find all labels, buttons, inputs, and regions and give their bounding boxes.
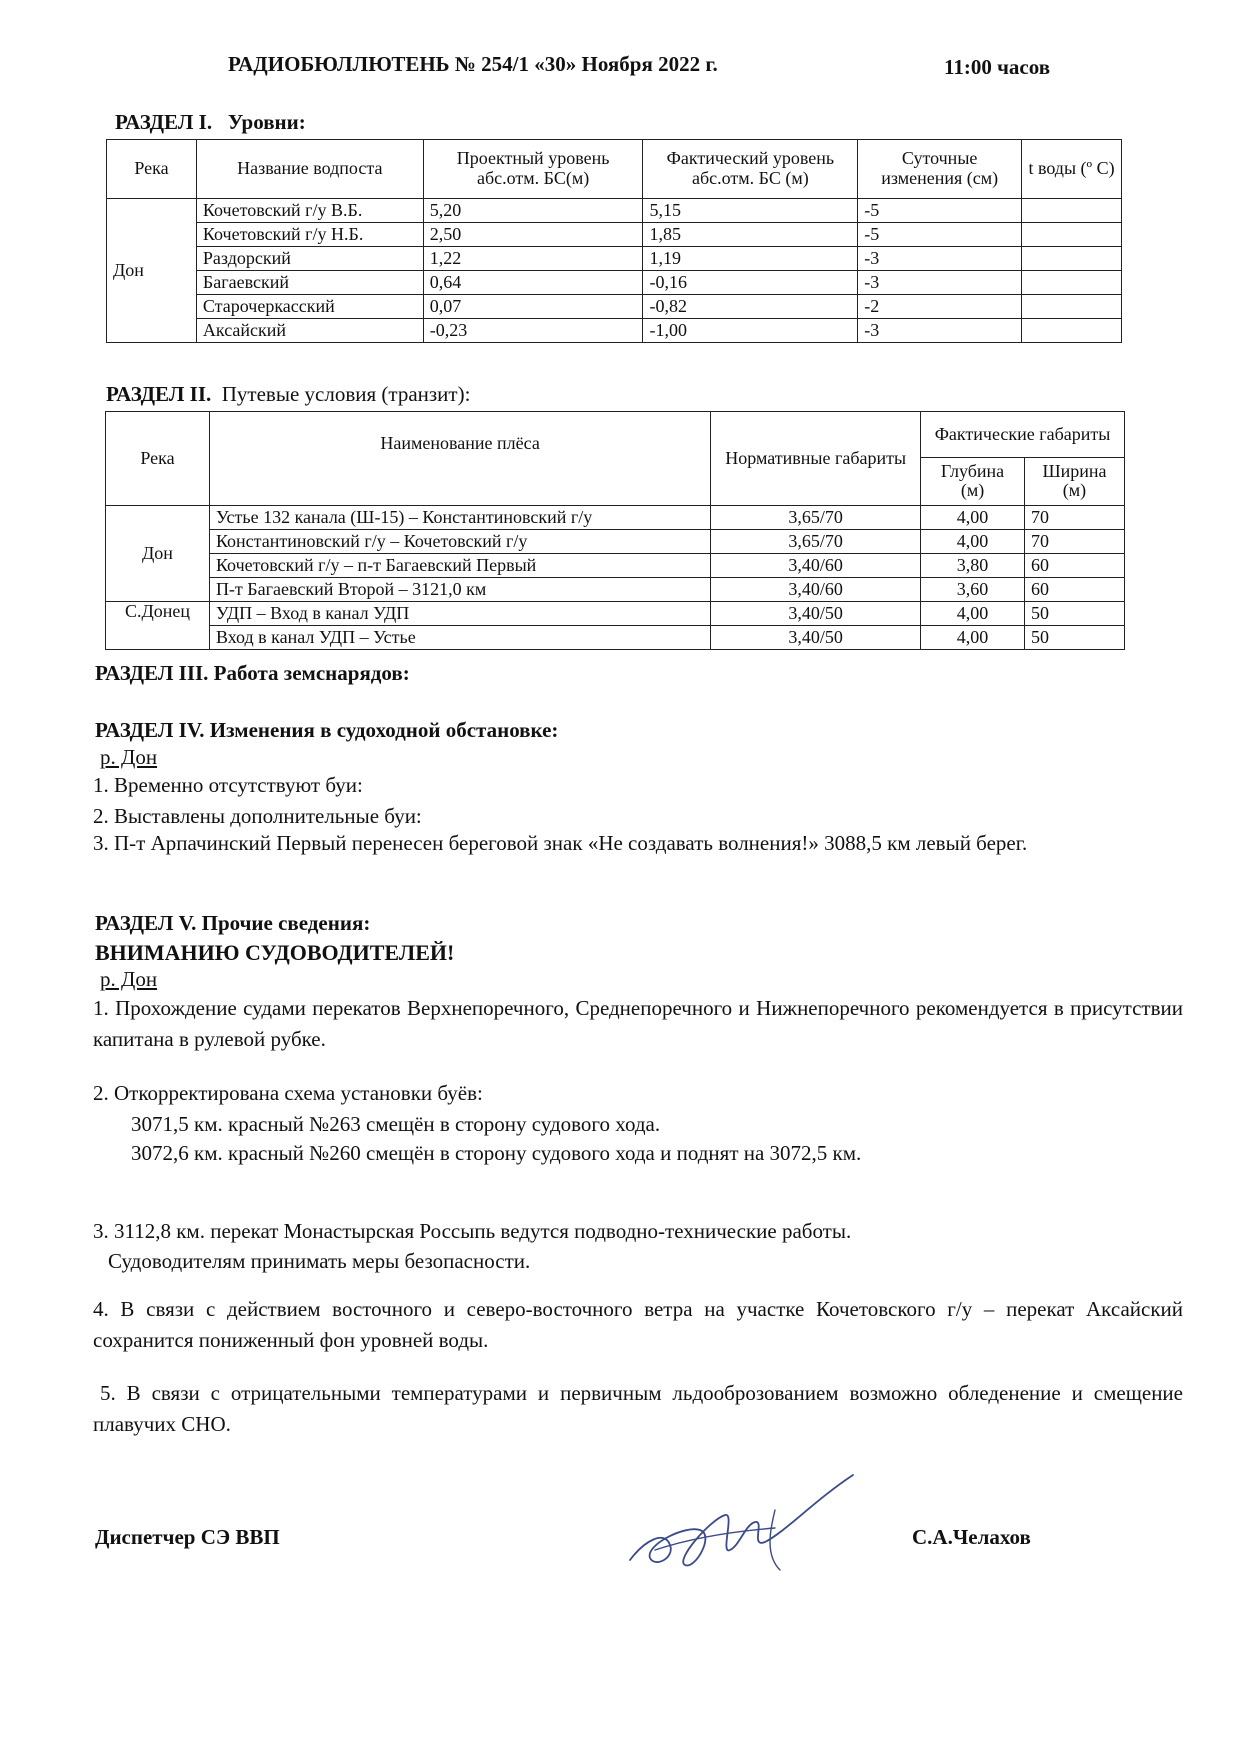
levels-header-post: Название водпоста: [196, 140, 423, 199]
section2-name: Путевые условия (транзит):: [221, 382, 471, 406]
route-width-cell: 70: [1025, 530, 1125, 554]
section4-river: р. Дон: [100, 745, 158, 769]
levels-temp-cell: [1022, 271, 1122, 295]
route-width-cell: 60: [1025, 578, 1125, 602]
levels-actual-cell: 1,85: [643, 223, 858, 247]
levels-change-cell: -5: [858, 199, 1022, 223]
levels-post-cell: Раздорский: [196, 247, 423, 271]
levels-design-cell: 0,64: [423, 271, 643, 295]
table-row: [106, 506, 1125, 530]
levels-change-cell: -3: [858, 271, 1022, 295]
section1-name: Уровни:: [227, 110, 306, 134]
section4-title: РАЗДЕЛ IV. Изменения в судоходной обстановке:: [95, 718, 559, 742]
levels-design-cell: 2,50: [423, 223, 643, 247]
levels-header-design: Проектный уровень абс.отм. БС(м): [423, 140, 643, 199]
route-header-actual: Фактические габариты: [921, 412, 1125, 458]
route-table: [105, 411, 1125, 650]
bulletin-time: 11:00 часов: [944, 55, 1051, 79]
levels-post-cell: Аксайский: [196, 319, 423, 343]
table-row: [106, 578, 1125, 602]
route-depth-cell: 4,00: [921, 506, 1025, 530]
table-row: [107, 199, 1122, 223]
route-reach-cell: Устье 132 канала (Ш-15) – Константиновский г/у: [209, 506, 710, 530]
section3-title: РАЗДЕЛ III. Работа земснарядов:: [95, 661, 410, 685]
section2-number: РАЗДЕЛ II.: [106, 382, 212, 406]
route-norm-cell: 3,40/60: [711, 578, 921, 602]
list-item-line: 3071,5 км. красный №263 смещён в сторону судового хода.: [131, 1112, 661, 1136]
section1-number: РАЗДЕЛ I.: [115, 110, 213, 134]
route-depth-cell: 3,80: [921, 554, 1025, 578]
levels-header-river: Река: [107, 140, 197, 199]
list-item: 1. Прохождение судами перекатов Верхнепоречного, Среднепоречного и Нижнепоречного рекомендуется в присутствии капитана в рулевой рубке.: [93, 996, 1183, 1051]
route-norm-cell: 3,40/60: [711, 554, 921, 578]
route-width-cell: 50: [1025, 626, 1125, 650]
route-norm-cell: 3,65/70: [711, 530, 921, 554]
route-norm-cell: 3,65/70: [711, 506, 921, 530]
list-item: 2. Выставлены дополнительные буи:: [93, 804, 422, 828]
signatory-position: Диспетчер СЭ ВВП: [95, 1525, 280, 1549]
levels-temp-cell: [1022, 295, 1122, 319]
route-reach-cell: УДП – Вход в канал УДП: [209, 602, 710, 626]
levels-header-actual: Фактический уровень абс.отм. БС (м): [643, 140, 858, 199]
levels-design-cell: 1,22: [423, 247, 643, 271]
route-header-norm: Нормативные габариты: [711, 412, 921, 506]
table-row: [106, 602, 1125, 626]
signatory-name: С.А.Челахов: [912, 1525, 1031, 1549]
route-depth-cell: 3,60: [921, 578, 1025, 602]
levels-header-change: Суточные изменения (см): [858, 140, 1022, 199]
table-row: [107, 271, 1122, 295]
list-item: [93, 828, 1183, 859]
list-item: 4. В связи с действием восточного и северо-восточного ветра на участке Кочетовского г/у – перекат Аксайский сохранится пониженный фон уровней воды.: [93, 1297, 1183, 1352]
route-header-reach: Наименование плёса: [209, 412, 710, 506]
list-item-text: 3. П-т Арпачинский Первый перенесен береговой знак «Не создавать волнения!» 3088,5 км левый берег.: [93, 831, 1028, 855]
route-header-width: Ширина (м): [1025, 457, 1125, 505]
levels-change-cell: -2: [858, 295, 1022, 319]
list-item: 5. В связи с отрицательными температурами и первичным льдооброзованием возможно обледенение и смещение плавучих СНО.: [93, 1381, 1183, 1436]
route-reach-cell: Вход в канал УДП – Устье: [209, 626, 710, 650]
levels-change-cell: -5: [858, 223, 1022, 247]
levels-temp-cell: [1022, 199, 1122, 223]
list-item-line: Судоводителям принимать меры безопасности.: [108, 1249, 531, 1273]
table-row: [106, 626, 1125, 650]
levels-design-cell: 5,20: [423, 199, 643, 223]
levels-temp-cell: [1022, 247, 1122, 271]
list-item: 3. 3112,8 км. перекат Монастырская Россыпь ведутся подводно-технические работы.: [93, 1219, 852, 1243]
table-row: [107, 247, 1122, 271]
route-depth-cell: 4,00: [921, 602, 1025, 626]
table-row: [107, 319, 1122, 343]
table-row: [106, 530, 1125, 554]
levels-actual-cell: 5,15: [643, 199, 858, 223]
levels-design-cell: -0,23: [423, 319, 643, 343]
levels-river-cell: Дон: [107, 199, 197, 343]
route-width-cell: 50: [1025, 602, 1125, 626]
levels-actual-cell: -1,00: [643, 319, 858, 343]
route-norm-cell: 3,40/50: [711, 602, 921, 626]
list-item-line: 3072,6 км. красный №260 смещён в сторону судового хода и поднят на 3072,5 км.: [131, 1141, 862, 1165]
levels-post-cell: Кочетовский г/у Н.Б.: [196, 223, 423, 247]
section1-title: [115, 110, 306, 135]
levels-header-temp: t воды (º C): [1022, 140, 1122, 199]
table-row: [107, 295, 1122, 319]
levels-design-cell: 0,07: [423, 295, 643, 319]
route-depth-cell: 4,00: [921, 626, 1025, 650]
route-width-cell: 60: [1025, 554, 1125, 578]
levels-post-cell: Кочетовский г/у В.Б.: [196, 199, 423, 223]
list-item: 1. Временно отсутствуют буи:: [93, 773, 363, 797]
route-river-cell: С.Донец: [106, 602, 210, 650]
route-reach-cell: П-т Багаевский Второй – 3121,0 км: [209, 578, 710, 602]
signature-graphic: [625, 1470, 865, 1590]
levels-post-cell: Старочеркасский: [196, 295, 423, 319]
route-width-cell: 70: [1025, 506, 1125, 530]
levels-post-cell: Багаевский: [196, 271, 423, 295]
route-depth-cell: 4,00: [921, 530, 1025, 554]
attention-heading: ВНИМАНИЮ СУДОВОДИТЕЛЕЙ!: [95, 940, 455, 965]
list-item: 2. Откорректирована схема установки буёв:: [93, 1081, 483, 1105]
route-norm-cell: 3,40/50: [711, 626, 921, 650]
levels-change-cell: -3: [858, 319, 1022, 343]
levels-header-row: [107, 140, 1122, 199]
route-header-row: [106, 412, 1125, 458]
table-row: [106, 554, 1125, 578]
route-river-cell: Дон: [106, 506, 210, 602]
levels-temp-cell: [1022, 319, 1122, 343]
route-reach-cell: Кочетовский г/у – п-т Багаевский Первый: [209, 554, 710, 578]
route-header-river: Река: [106, 412, 210, 506]
levels-change-cell: -3: [858, 247, 1022, 271]
levels-actual-cell: -0,82: [643, 295, 858, 319]
table-row: [107, 223, 1122, 247]
route-reach-cell: Константиновский г/у – Кочетовский г/у: [209, 530, 710, 554]
levels-temp-cell: [1022, 223, 1122, 247]
section5-river: р. Дон: [100, 967, 158, 991]
section5-title: РАЗДЕЛ V. Прочие сведения:: [95, 911, 371, 935]
levels-table: [106, 139, 1122, 343]
bulletin-title: РАДИОБЮЛЛЮТЕНЬ № 254/1 «30» Ноября 2022 г.: [228, 52, 718, 76]
levels-actual-cell: 1,19: [643, 247, 858, 271]
section2-title: [106, 382, 470, 407]
route-header-depth: Глубина (м): [921, 457, 1025, 505]
levels-actual-cell: -0,16: [643, 271, 858, 295]
signature: [625, 1470, 865, 1590]
